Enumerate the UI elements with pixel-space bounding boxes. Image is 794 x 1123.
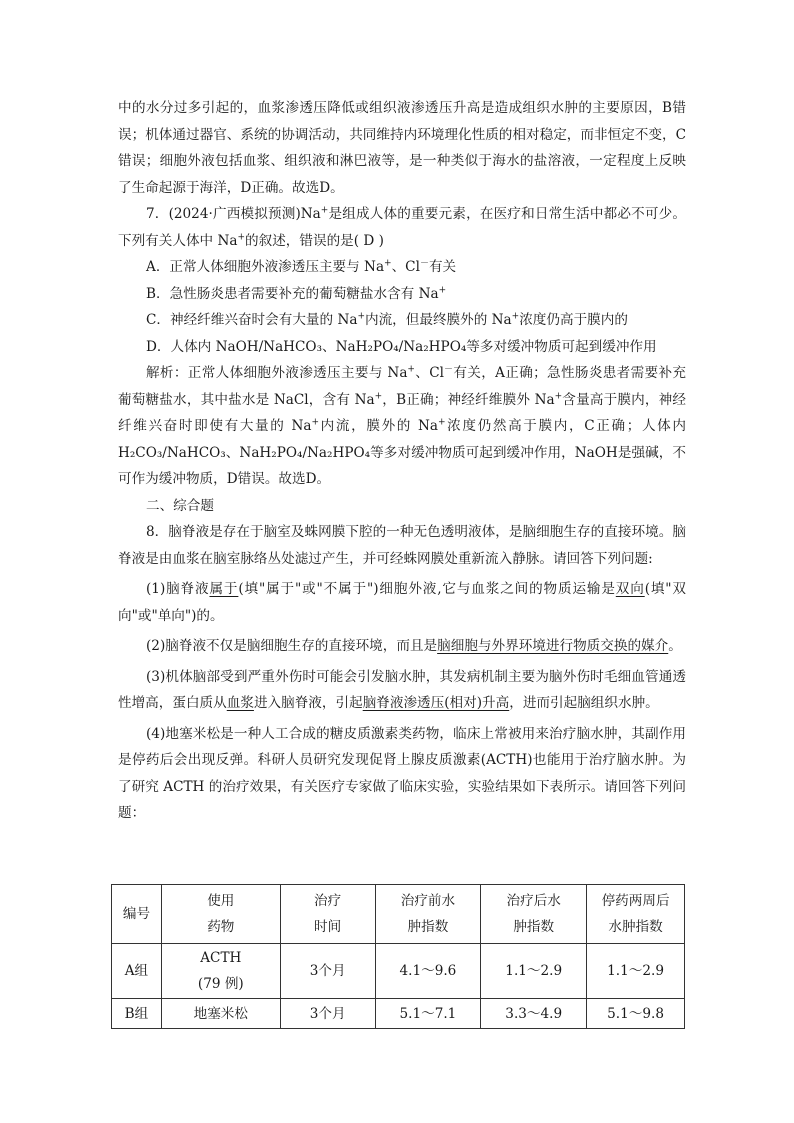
text: 水肿指数 (608, 919, 663, 935)
sup: + (374, 390, 383, 401)
table-cell: 3.3～4.9 (481, 999, 587, 1029)
q7-option-d: D．人体内 NaOH/NaHCO₃、NaH₂PO₄/Na₂HPO₄等多对缓冲物质可起到缓冲作用 (146, 338, 657, 355)
q7-stem (118, 201, 686, 254)
text: 有关，A正确；急性肠炎患者需要补充葡萄糖盐水，其中盐水是 NaCl，含有 Na (118, 365, 686, 408)
text: 进入脑脊液，引起 (253, 695, 363, 711)
table-cell (161, 944, 280, 999)
results-table (111, 884, 685, 1029)
sup: － (443, 364, 453, 375)
table-cell: 5.1～9.8 (587, 999, 685, 1029)
text: 。 (668, 638, 682, 654)
q8-stem: 8．脑脊液是存在于脑室及蛛网膜下腔的一种无色透明液体，是脑细胞生存的直接环境。脑脊液是由血浆在脑室脉络丛处滤过产生，并可经蛛网膜处重新流入静脉。请回答下列问题: (118, 524, 686, 567)
table-cell: A组 (112, 944, 162, 999)
table-cell: 1.1～2.9 (481, 944, 587, 999)
document-body (118, 95, 686, 827)
answer-underlined: 脑细胞与外界环境进行物质交换的媒介 (437, 638, 669, 654)
table-cell: 1.1～2.9 (587, 944, 685, 999)
text: 有关 (428, 259, 457, 275)
text: (填"属于"或"不属于")细胞外液,它与血浆之间的物质运输是 (238, 581, 616, 597)
text: 内流，膜外的 Na (319, 418, 438, 434)
text: (1)脑脊液 (146, 581, 210, 597)
header-cell (587, 885, 685, 944)
header-cell (375, 885, 481, 944)
text: 治疗前水 (400, 893, 456, 909)
q7-explanation (118, 360, 686, 493)
text: 、Cl (414, 365, 444, 381)
answer-underlined: 双向 (615, 581, 645, 597)
sup: － (419, 258, 429, 269)
section-heading: 二、综合题 (146, 497, 214, 514)
text: 解析：正常人体细胞外液渗透压主要与 Na (146, 365, 408, 381)
text: 浓度仍然高于膜内，C正确；人体内 H₂CO₃/NaHCO₃、NaH₂PO₄/Na₂HPO₄等多对缓冲物质可起到缓冲作用，NaOH是强碱，不可作为缓冲物质，D错误。故选D。 (118, 418, 686, 487)
text: 浓度仍高于膜内的 (519, 312, 628, 328)
text: C．神经纤维兴奋时会有大量的 Na (146, 312, 358, 328)
table-cell: 地塞米松 (161, 999, 280, 1029)
text: (79 例) (197, 976, 244, 992)
text: ，B正确；神经纤维膜外 Na (382, 391, 555, 408)
q7-option-c (118, 307, 686, 334)
table-row (112, 944, 685, 999)
text: 治疗 (314, 893, 342, 909)
header-cell (481, 885, 587, 944)
text: 治疗后水 (506, 893, 561, 909)
text: ，进而引起脑组织水肿。 (509, 695, 659, 711)
text: 药物 (207, 919, 235, 935)
sup: + (237, 231, 246, 242)
q8-sub3 (118, 664, 686, 717)
sup: + (384, 258, 392, 269)
answer-underlined: 脑脊液渗透压(相对)升高 (362, 695, 510, 711)
text: 的叙述，错误的是( D ) (245, 232, 384, 249)
text: 使用 (207, 893, 235, 909)
table-header-row (112, 885, 685, 944)
sup: + (357, 311, 365, 322)
text: 停药两周后 (601, 893, 670, 909)
q8-sub2 (118, 633, 686, 660)
table-cell: 5.1～7.1 (375, 999, 481, 1029)
sup: + (511, 311, 520, 322)
text: ACTH (200, 950, 242, 966)
header-cell (161, 885, 280, 944)
header-cell: 编号 (112, 885, 162, 944)
q8-sub1 (118, 576, 686, 629)
text: 、Cl (391, 259, 420, 275)
table-cell: 3个月 (280, 999, 375, 1029)
table-cell: B组 (112, 999, 162, 1029)
paragraph-prev-explanation: 中的水分过多引起的，血浆渗透压降低或组织液渗透压升高是造成组织水肿的主要原因，B错误；机体通过器官、系统的协调活动，共同维持内环境理化性质的相对稳定，而非恒定不变，C错误；细胞外液包括血浆、组织液和淋巴液等，是一种类似于海水的盐溶液，一定程度上反映了生命起源于海洋，D正确。故选D。 (118, 100, 686, 196)
text: 时间 (314, 919, 342, 935)
q7-option-b (118, 281, 686, 308)
sup: + (311, 417, 320, 428)
text: (3)机体脑部受到严重外伤时可能会引发脑水肿，其发病机制主要为脑外伤时毛细血管通透性增高，蛋白质从 (118, 668, 686, 711)
text: 含量高于膜内，神经纤维兴奋时即使有大量的 Na (118, 391, 687, 434)
table-cell: 3个月 (280, 944, 375, 999)
text: A．正常人体细胞外液渗透压主要与 Na (146, 259, 385, 275)
table-row (112, 999, 685, 1029)
header-cell (280, 885, 375, 944)
q8-sub4: (4)地塞米松是一种人工合成的糖皮质激素类药物，临床上常被用来治疗脑水肿，其副作用是停药后会出现反弹。科研人员研究发现促肾上腺皮质激素(ACTH)也能用于治疗脑水肿。为了研究 ACTH 的治疗效果，有关医疗专家做了临床实验，实验结果如下表所示。请回答下列问题： (118, 725, 686, 821)
answer-underlined: 属于 (209, 581, 239, 597)
sup: + (407, 364, 415, 375)
sup: + (554, 390, 563, 401)
text: 肿指数 (407, 919, 449, 935)
text: 7．(2024·广西模拟预测)Na (146, 206, 321, 222)
sup: + (320, 205, 329, 216)
text: 肿指数 (513, 919, 555, 935)
sup: + (438, 284, 447, 295)
table-cell: 4.1～9.6 (375, 944, 481, 999)
answer-underlined: 血浆 (226, 695, 254, 711)
text: (填"双向"或"单向")的。 (118, 581, 687, 624)
text: 内流，但最终膜外的 Na (365, 312, 512, 328)
q7-option-a (118, 254, 686, 281)
text: B．急性肠炎患者需要补充的葡萄糖盐水含有 Na (146, 285, 439, 302)
sup: + (437, 417, 446, 428)
text: 是组成人体的重要元素，在医疗和日常生活中都必不可少。下列有关人体中 Na (118, 206, 687, 249)
text: (2)脑脊液不仅是脑细胞生存的直接环境，而且是 (146, 638, 438, 654)
